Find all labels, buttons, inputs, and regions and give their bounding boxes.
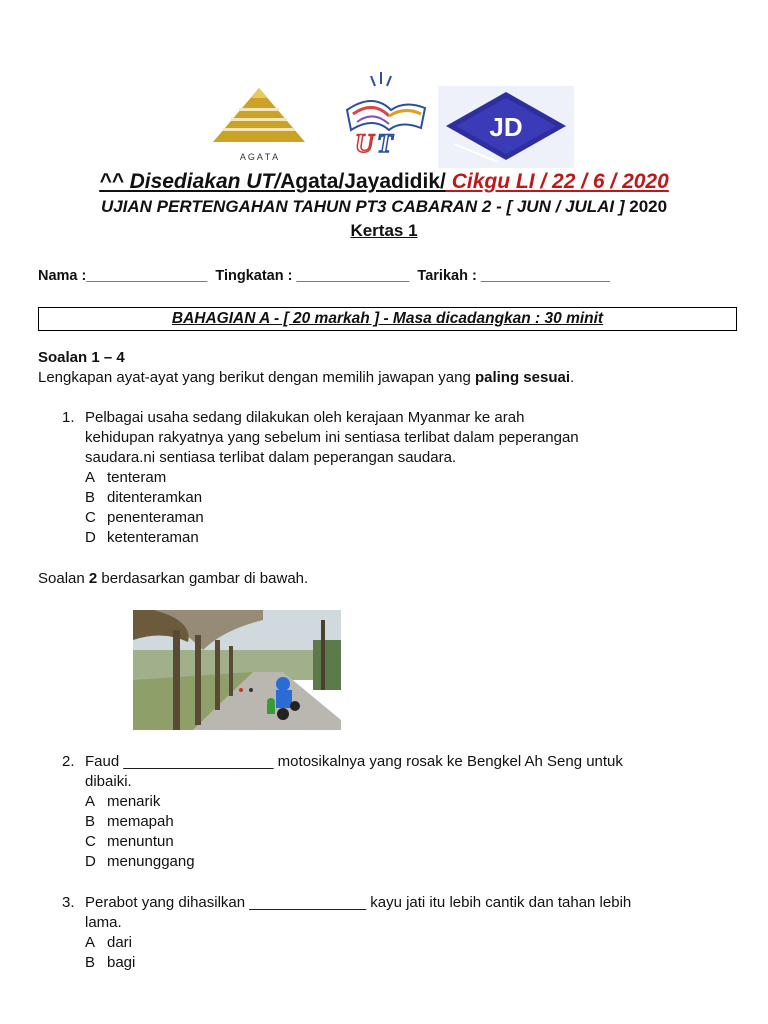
question-stem-line: saudara.ni sentiasa terlibat dalam peperangan saudara. [85,449,457,466]
prepared-by-line [0,170,768,194]
student-info-line: Nama :_______________ Tingkatan : ______________ Tarikah : ________________ [38,268,610,284]
question-stem-line: lama. [85,914,122,931]
document-header [0,170,768,243]
jd-logo [438,86,574,168]
prepared-by-prefix: ^^ Disediakan UT/ [99,170,281,193]
question-stem-line: Perabot yang dihasilkan ______________ kayu jati itu lebih cantik dan tahan lebih [85,894,632,911]
question-1 [62,408,712,548]
option-d: D menunggang [85,853,195,870]
question-number: 2. [62,753,75,770]
agata-logo [205,84,313,166]
question-stem-line: kehidupan rakyatnya yang sebelum ini sentiasa terlibat dalam peperangan [85,429,579,446]
exam-title-year: 2020 [624,197,668,216]
option-a: A menarik [85,793,161,810]
exam-title [0,195,768,219]
question-stem-line: Faud __________________ motosikalnya yang rosak ke Bengkel Ah Seng untuk [85,753,623,770]
option-c: C menuntun [85,833,174,850]
option-b: B ditenteramkan [85,489,203,506]
svg-text:T: T [377,129,393,158]
section-a-title: BAHAGIAN A - [ 20 markah ] - Masa dicadangkan : 30 minit [171,310,604,327]
option-a: A tenteram [85,469,167,486]
prepared-by-teacher-date: Cikgu LI / 22 / 6 / 2020 [445,170,669,193]
question-stem-line: Pelbagai usaha sedang dilakukan oleh kerajaan Myanmar ke arah [85,409,525,426]
option-c: C penenteraman [85,509,204,526]
instruction-text [38,368,574,388]
questions-range-heading: Soalan 1 – 4 [38,349,125,366]
question-number: 1. [62,409,75,426]
option-b: B bagi [85,954,136,971]
option-b: B memapah [85,813,174,830]
road-motorcycle-photo [133,610,341,730]
option-a: A dari [85,934,133,951]
svg-text:JD: JD [489,112,523,142]
question-3 [62,893,712,973]
instruction-pre: Lengkapan ayat-ayat yang berikut dengan memilih jawapan yang [38,369,475,386]
svg-text:U: U [355,129,374,158]
question-stem-line: dibaiki. [85,773,132,790]
question-number: 3. [62,894,75,911]
option-d: D ketenteraman [85,529,199,546]
instruction-post: . [570,369,575,386]
question-2 [62,752,712,872]
section-a-box [38,307,737,331]
paper-number: Kertas 1 [350,221,418,240]
prepared-by-orgs: Agata/Jayadidik/ [280,170,446,193]
question-2-intro: Soalan 2 berdasarkan gambar di bawah. [38,570,309,587]
exam-title-text: UJIAN PERTENGAHAN TAHUN PT3 CABARAN 2 - [ JUN / JULAI ] [100,197,625,216]
ut-logo [333,70,433,160]
logo-row [0,70,768,170]
instruction-bold: paling sesuai [474,369,571,386]
agata-logo-text: A G A T A [239,152,279,162]
